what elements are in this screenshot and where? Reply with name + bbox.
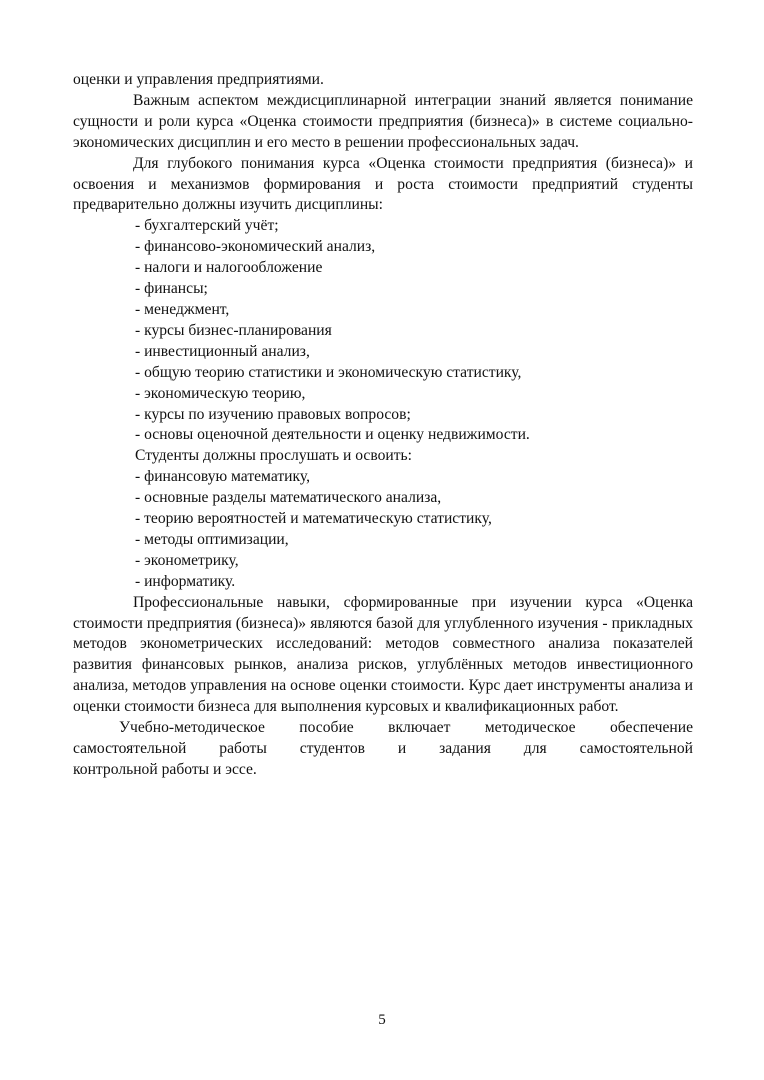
- list-item: - финансово-экономический анализ,: [135, 238, 376, 256]
- prerequisite-list: [73, 216, 693, 446]
- list-item: - экономическую теорию,: [135, 384, 306, 402]
- paragraph-prerequisites: Для глубокого понимания курса «Оценка стоимости предприятия (бизнеса)» и освоения и механизмов формирования и роста стоимости предприятий студенты предварительно должны изучить дисциплины:: [73, 154, 693, 214]
- list-item: - основы оценочной деятельности и оценку недвижимости.: [135, 426, 530, 444]
- manual-line-2: самостоятельной работы студентов и задания для самостоятельной: [73, 740, 693, 757]
- paragraph-integration: Важным аспектом междисциплинарной интеграции знаний является понимание сущности и роли курса «Оценка стоимости предприятия (бизнеса)» в системе социально-экономических дисциплин и его место в решении профессиональных задач.: [73, 91, 693, 151]
- list-item: - финансы;: [135, 280, 208, 298]
- learn-list: [73, 467, 693, 592]
- list-item: - курсы бизнес-планирования: [135, 321, 332, 339]
- list-item: - общую теорию статистики и экономическую статистику,: [135, 363, 522, 381]
- paragraph-manual: [73, 718, 693, 781]
- list-item: - финансовую математику,: [135, 468, 310, 486]
- list-item: - менеджмент,: [135, 300, 230, 318]
- paragraph-continuation: оценки и управления предприятиями.: [73, 71, 324, 88]
- page-body: [73, 70, 693, 781]
- list-item: - основные разделы математического анализа,: [135, 489, 442, 507]
- list-item: - эконометрику,: [135, 551, 239, 569]
- list-item: - методы оптимизации,: [135, 530, 289, 548]
- manual-line-3: контрольной работы и эссе.: [73, 760, 257, 778]
- manual-line-1: Учебно-методическое пособие включает методическое обеспечение: [119, 719, 693, 737]
- list-item: - курсы по изучению правовых вопросов;: [135, 405, 411, 423]
- paragraph-professional-skills: Профессиональные навыки, сформированные при изучении курса «Оценка стоимости предприятия (бизнеса)» являются базой для углубленного изучения - прикладных методов эконометрических исследований: методов совместного анализа показателей развития финансовых рынков, анализа рисков, углублённых методов инвестиционного анализа, методов управления на основе оценки стоимости. Курс дает инструменты анализа и оценки стоимости бизнеса для выполнения курсовых и квалификационных работ.: [73, 593, 693, 716]
- list-item: - налоги и налогообложение: [135, 259, 323, 277]
- paragraph-must-learn: Студенты должны прослушать и освоить:: [135, 447, 412, 465]
- list-item: - бухгалтерский учёт;: [135, 217, 279, 235]
- list-item: - информатику.: [135, 572, 236, 590]
- list-item: - теорию вероятностей и математическую статистику,: [135, 510, 492, 528]
- list-item: - инвестиционный анализ,: [135, 342, 310, 360]
- page-number: 5: [378, 1012, 386, 1028]
